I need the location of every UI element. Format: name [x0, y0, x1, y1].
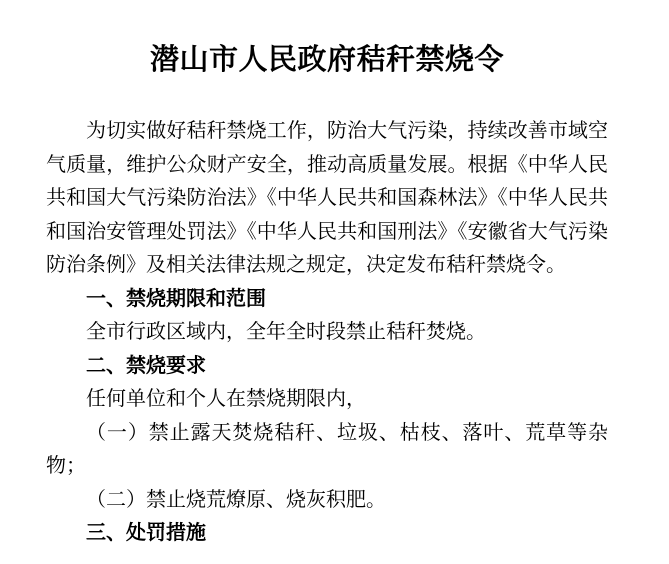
section-2-heading: 二、禁烧要求: [86, 354, 206, 377]
intro-paragraph: 为切实做好秸秆禁烧工作，防治大气污染，持续改善市域空气质量，维护公众财产安全，推动高质量发展。根据《中华人民共和国大气污染防治法》《中华人民共和国森林法》《中华人民共和国治安管理处罚法》《中华人民共和国刑法》《安徽省大气污染防治条例》及相关法律法规之规定，决定发布秸秆禁烧令。: [46, 120, 608, 276]
document-page: [0, 42, 669, 564]
document-body: [46, 115, 608, 551]
section-2-paragraph-3: （二）禁止烧荒燎原、烧灰积肥。: [86, 488, 386, 511]
document-title: 潜山市人民政府秸秆禁烧令: [149, 44, 504, 76]
section-1-paragraph: 全市行政区域内，全年全时段禁止秸秆焚烧。: [86, 321, 486, 343]
section-3-heading: 三、处罚措施: [86, 522, 206, 544]
section-2-paragraph-1: 任何单位和个人在禁烧期限内，: [86, 388, 366, 410]
section-2-paragraph-2: （一）禁止露天焚烧秸秆、垃圾、枯枝、落叶、荒草等杂物；: [46, 421, 608, 477]
section-1-heading: 一、禁烧期限和范围: [86, 287, 266, 310]
